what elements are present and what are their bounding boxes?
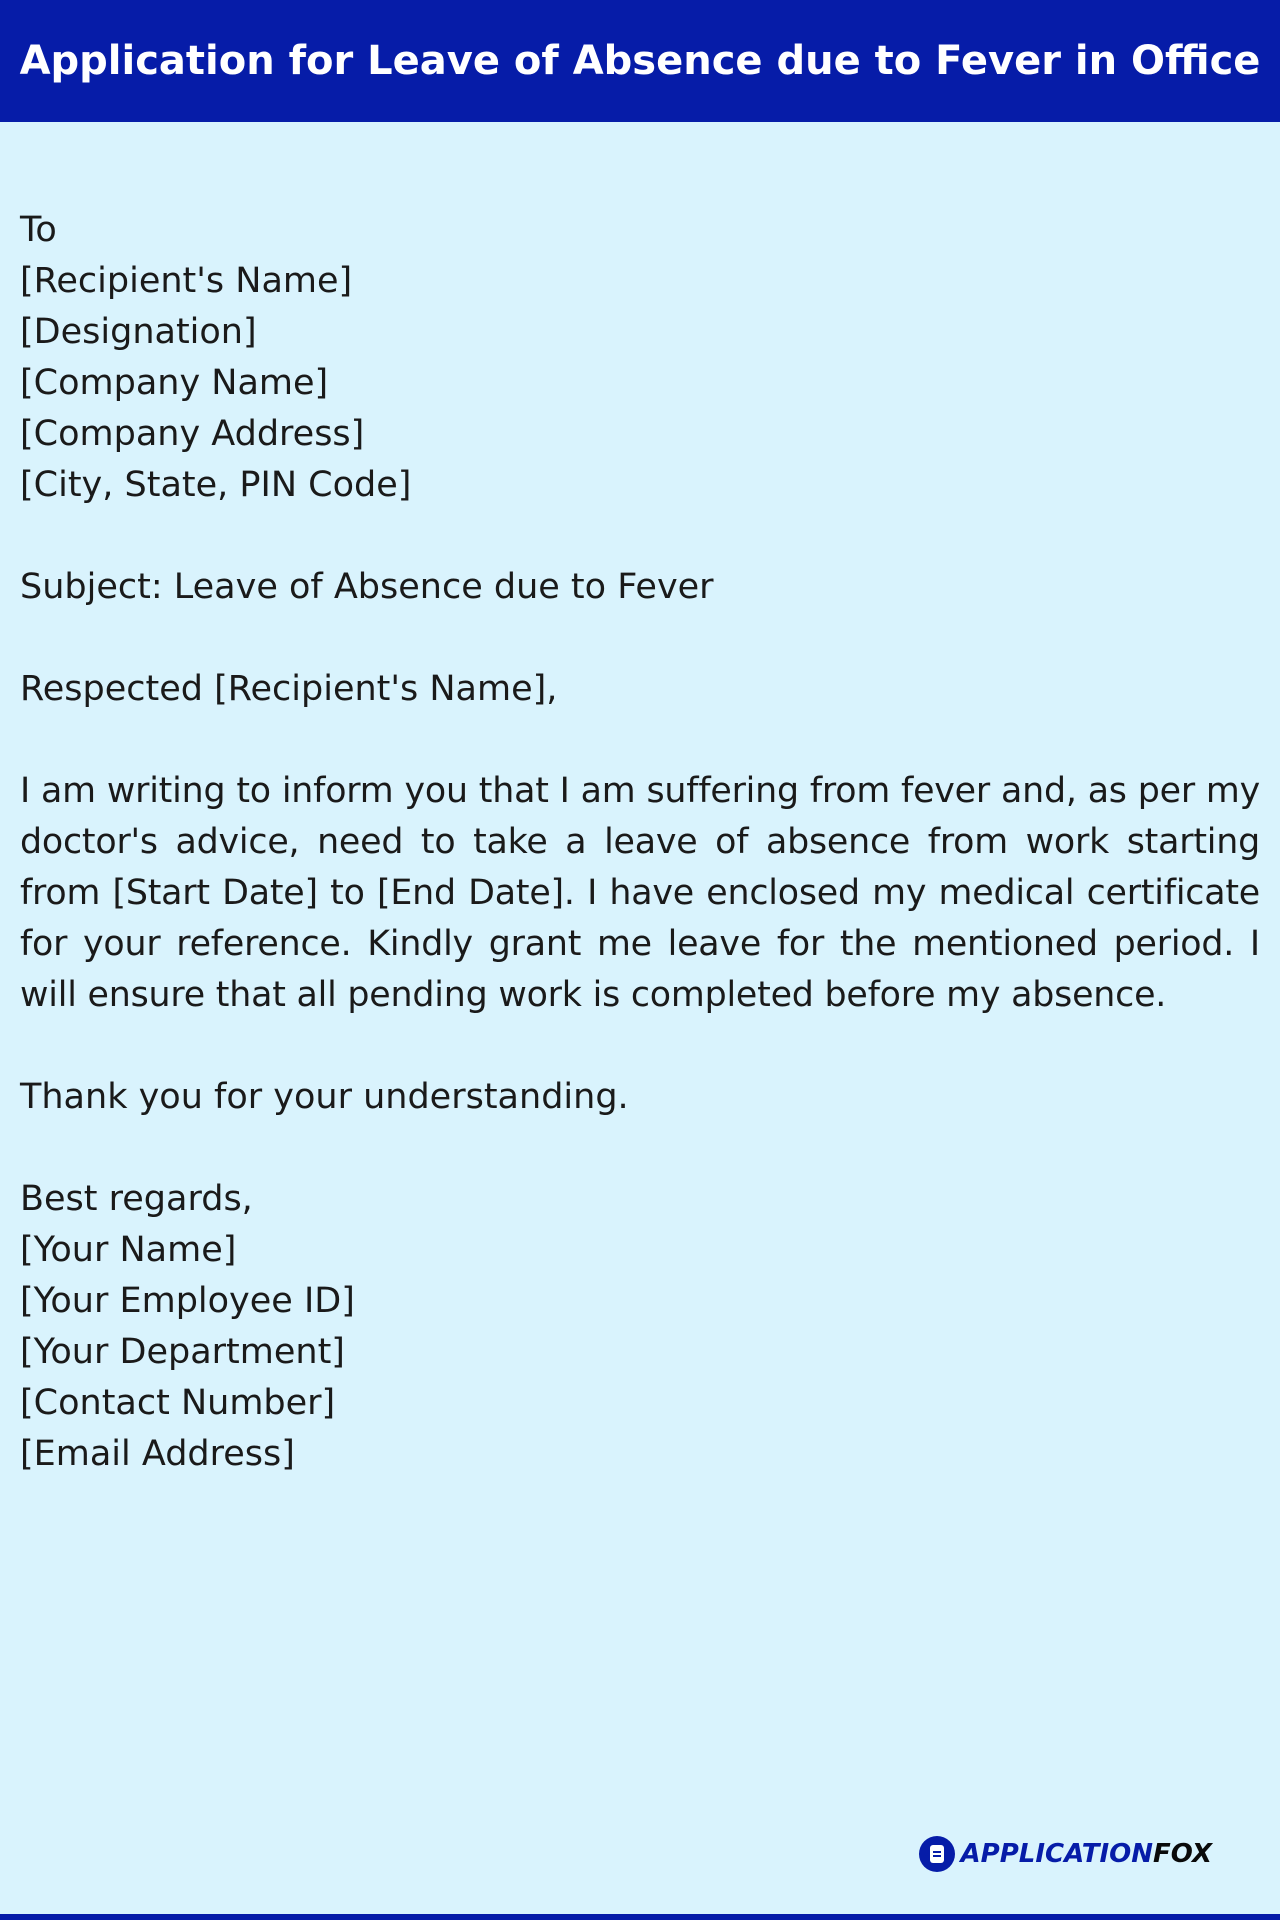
salutation: Respected [Recipient's Name], [20, 669, 558, 709]
brand-part2: FOX [1153, 1839, 1212, 1869]
spacer [20, 715, 1260, 766]
page-title: Application for Leave of Absence due to Fever in Office [19, 38, 1261, 84]
to-label: To [20, 210, 57, 250]
footer-bar [0, 1914, 1280, 1920]
spacer [20, 1021, 1260, 1072]
brand-part1: APPLICATION [960, 1839, 1154, 1869]
body-paragraph: I am writing to inform you that I am suffering from fever and, as per my doctor's advice, need to take a leave of absence from work starting from [Start Date] to [End Date]. I have enclosed my medical certificate for your reference. Kindly grant me leave for the mentioned period. I will ensure that all pending work is completed before my absence. [20, 771, 1260, 1015]
spacer [20, 511, 1260, 562]
subject-line: Subject: Leave of Absence due to Fever [20, 567, 714, 607]
sender-contact: [Contact Number] [20, 1383, 336, 1423]
recipient-company: [Company Name] [20, 363, 329, 403]
recipient-designation: [Designation] [20, 312, 257, 352]
sender-department: [Your Department] [20, 1332, 345, 1372]
recipient-address: [Company Address] [20, 414, 365, 454]
recipient-name: [Recipient's Name] [20, 261, 353, 301]
spacer [20, 613, 1260, 664]
recipient-city: [City, State, PIN Code] [20, 465, 412, 505]
letter-body [20, 205, 1260, 1480]
sender-email: [Email Address] [20, 1434, 295, 1474]
sender-employee-id: [Your Employee ID] [20, 1281, 355, 1321]
thanks-line: Thank you for your understanding. [20, 1077, 629, 1117]
document-icon [919, 1836, 955, 1872]
brand-logo [919, 1836, 1212, 1872]
spacer [20, 1123, 1260, 1174]
header-banner [0, 0, 1280, 122]
brand-wordmark [961, 1839, 1212, 1869]
closing-line: Best regards, [20, 1179, 253, 1219]
sender-name: [Your Name] [20, 1230, 237, 1270]
